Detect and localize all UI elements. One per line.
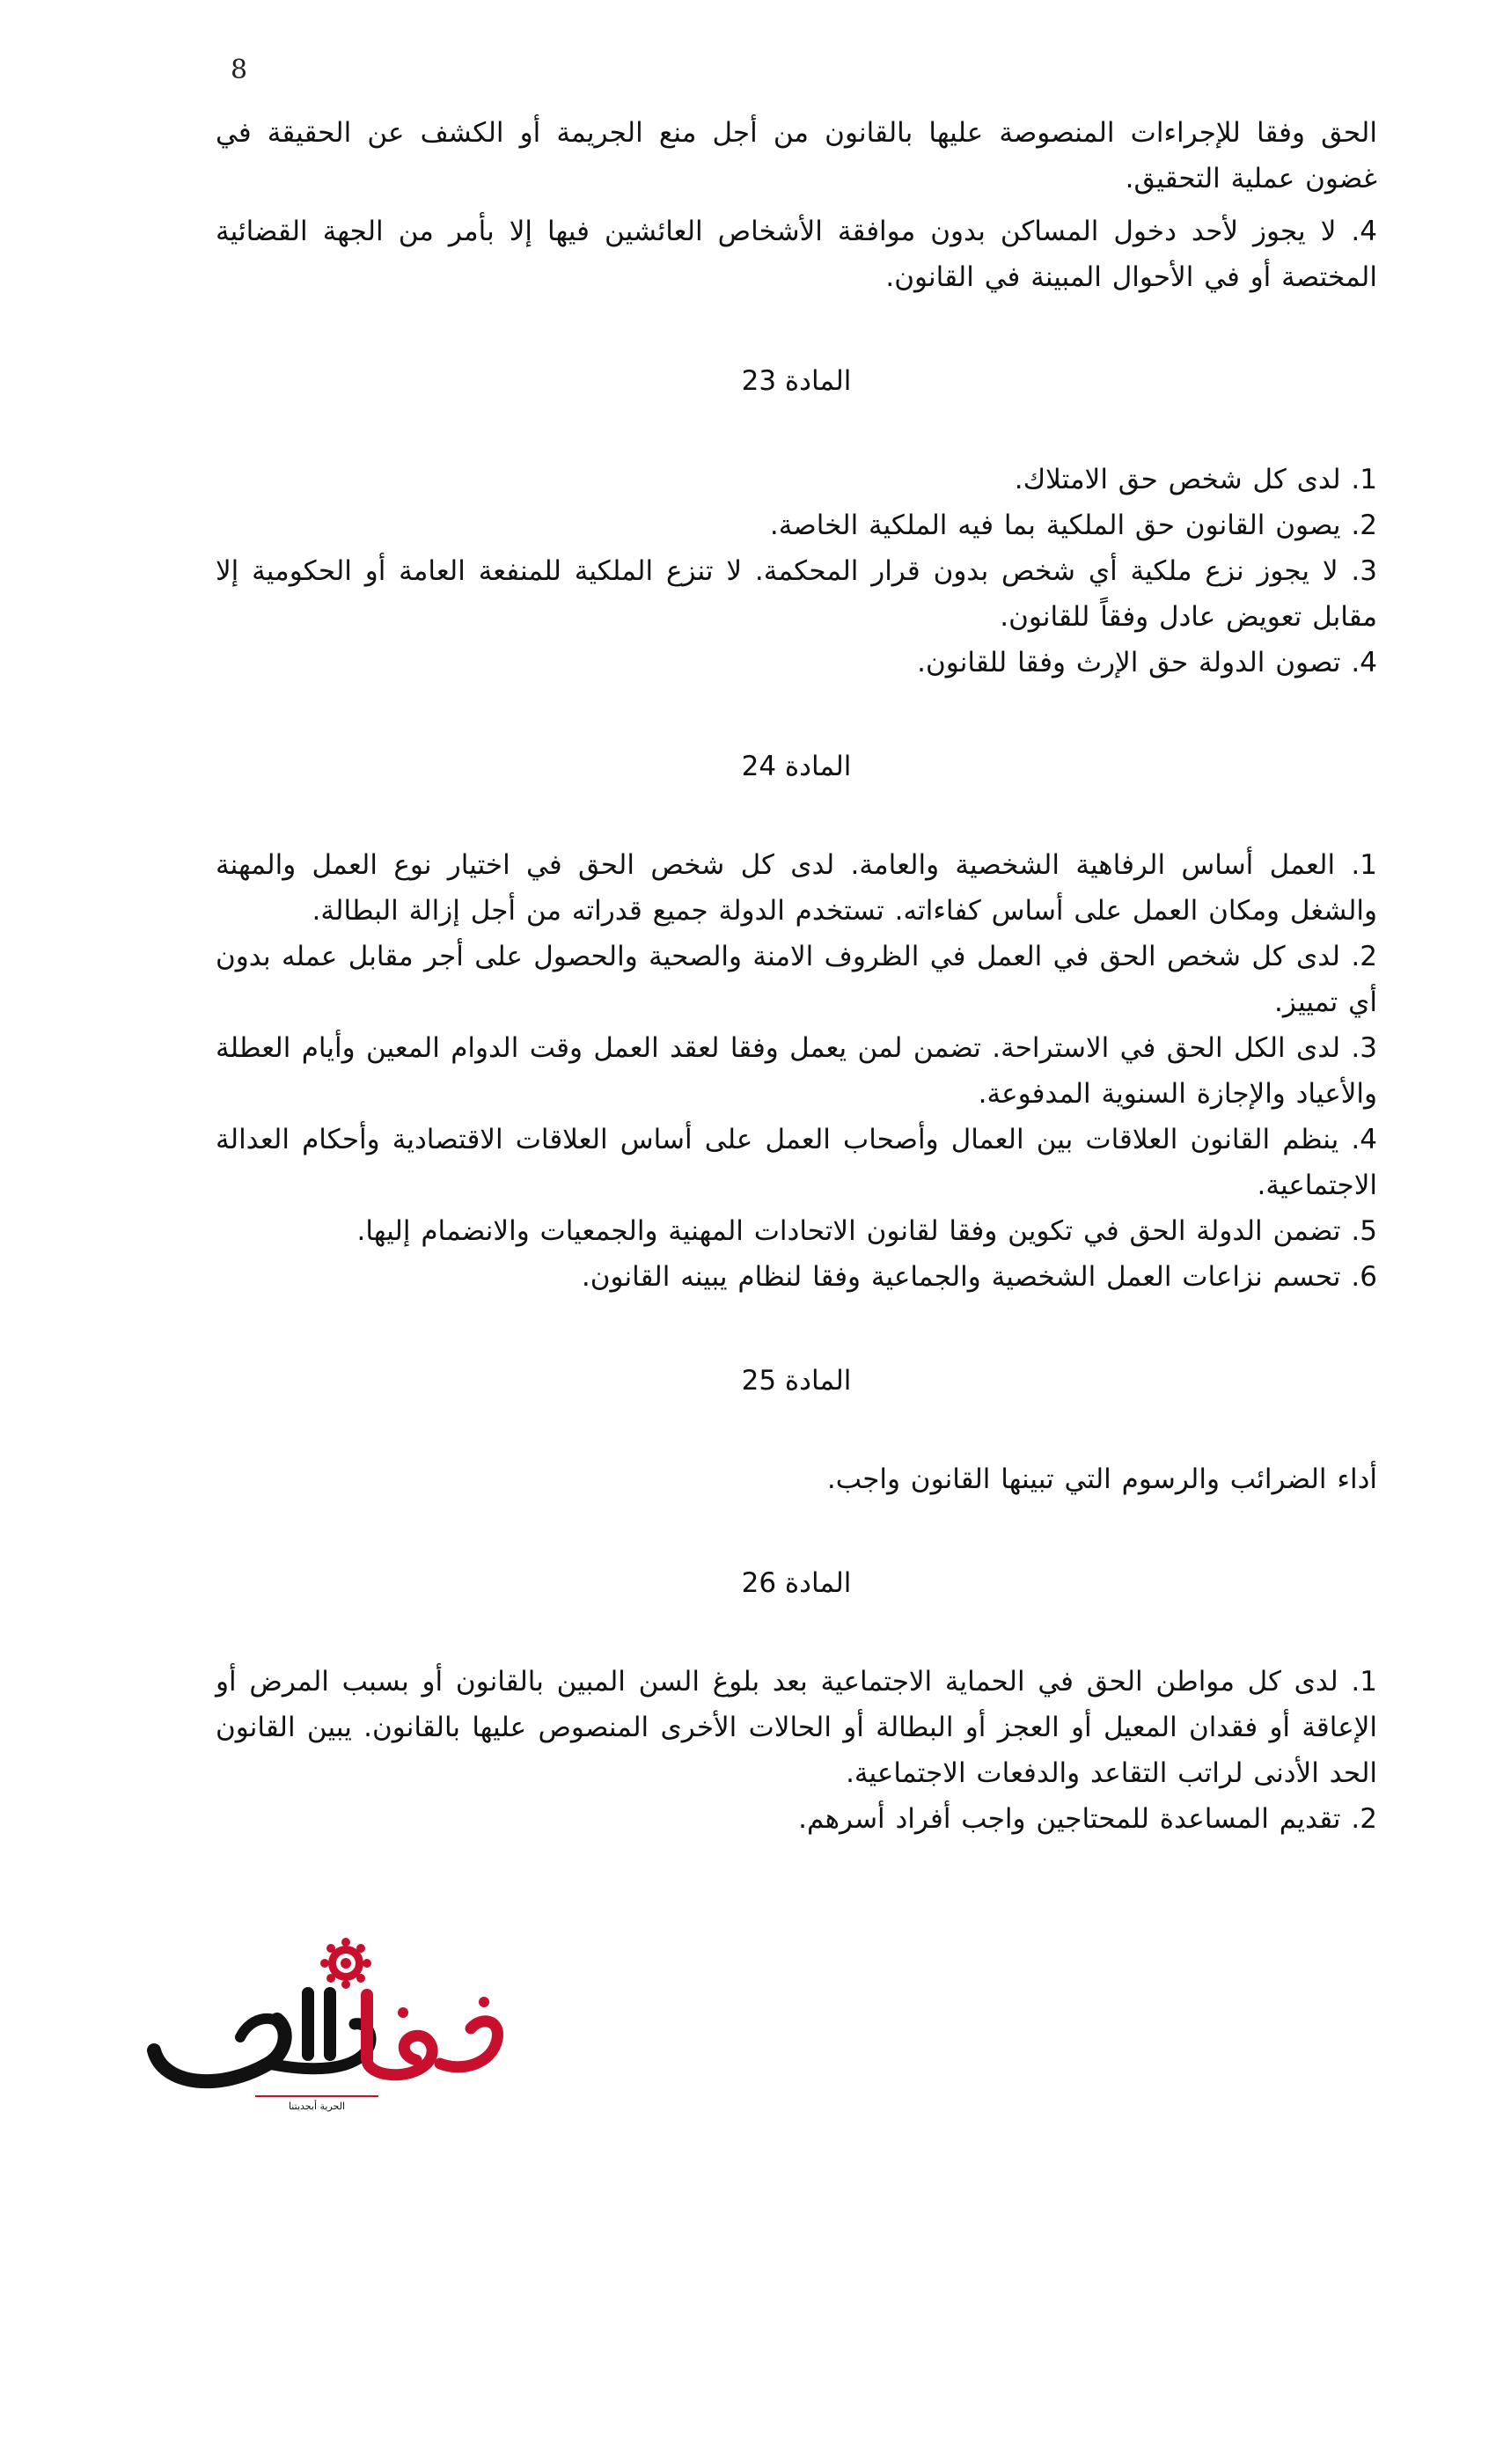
article-23-item-2: 2. يصون القانون حق الملكية بما فيه الملكية الخاصة. — [769, 510, 1377, 541]
article-24-item-3: 3. لدى الكل الحق في الاستراحة. تضمن لمن يعمل وفقا لعقد العمل وقت الدوام المعين وأيام العطلة والأعياد والإجازة السنوية المدفوعة. — [216, 1032, 1377, 1110]
article-26-item-2: 2. تقديم المساعدة للمحتاجين واجب أفراد أسرهم. — [798, 1803, 1377, 1835]
article-24-item-5: 5. تضمن الدولة الحق في تكوين وفقا لقانون الاتحادات المهنية والجمعيات والانضمام إليها. — [356, 1215, 1377, 1247]
document-body — [216, 110, 1377, 1842]
zaman-alwasl-logo — [136, 1932, 524, 2116]
article-24-item-1: 1. العمل أساس الرفاهية الشخصية والعامة. لدى كل شخص الحق في اختيار نوع العمل والمهنة والشغل ومكان العمل على أساس كفاءاته. تستخدم الدولة جميع قدراته من أجل إزالة البطالة. — [216, 849, 1377, 927]
article-26-item-1: 1. لدى كل مواطن الحق في الحماية الاجتماعية بعد بلوغ السن المبين بالقانون أو بسبب المرض أو الإعاقة أو فقدان المعيل أو العجز أو البطالة أو الحالات الأخرى المنصوص عليها بالقانون. يبين القانون الحد الأدنى لراتب التقاعد والدفعات الاجتماعية. — [216, 1666, 1377, 1789]
intro-paragraph-2: 4. لا يجوز لأحد دخول المساكن بدون موافقة الأشخاص العائشين فيها إلا بأمر من الجهة القضائية المختصة أو في الأحوال المبينة في القانون. — [216, 216, 1377, 293]
article-25 — [216, 1358, 1377, 1502]
rosette-icon — [320, 1938, 371, 1989]
article-25-item-1: أداء الضرائب والرسوم التي تبينها القانون واجب. — [826, 1463, 1377, 1495]
article-24-item-2: 2. لدى كل شخص الحق في العمل في الظروف الامنة والصحية والحصول على أجر مقابل عمله بدون أي تمييز. — [216, 941, 1377, 1018]
article-23-item-3: 3. لا يجوز نزع ملكية أي شخص بدون قرار المحكمة. لا تنزع الملكية للمنفعة العامة أو الحكومية إلا مقابل تعويض عادل وفقاً للقانون. — [216, 555, 1377, 633]
article-heading-24: المادة 24 — [741, 751, 852, 782]
article-23-item-1: 1. لدى كل شخص حق الامتلاك. — [1014, 464, 1377, 495]
article-23-item-4: 4. تصون الدولة حق الإرث وفقا للقانون. — [917, 647, 1377, 678]
article-heading-26: المادة 26 — [741, 1567, 852, 1599]
article-24 — [216, 744, 1377, 1300]
intro-section — [216, 110, 1377, 300]
article-24-item-6: 6. تحسم نزاعات العمل الشخصية والجماعية وفقا لنظام يبينه القانون. — [581, 1261, 1377, 1293]
page-number: 8 — [231, 55, 248, 85]
article-24-item-4: 4. ينظم القانون العلاقات بين العمال وأصحاب العمل على أساس العلاقات الاقتصادية وأحكام العدالة الاجتماعية. — [216, 1124, 1377, 1201]
article-heading-25: المادة 25 — [741, 1365, 852, 1397]
article-heading-23: المادة 23 — [741, 365, 852, 397]
article-23 — [216, 358, 1377, 686]
logo-tagline: الحرية أبجديتنا — [288, 2101, 346, 2112]
article-26 — [216, 1560, 1377, 1842]
intro-paragraph-1: الحق وفقا للإجراءات المنصوصة عليها بالقانون من أجل منع الجريمة أو الكشف عن الحقيقة في غضون عملية التحقيق. — [216, 117, 1377, 194]
